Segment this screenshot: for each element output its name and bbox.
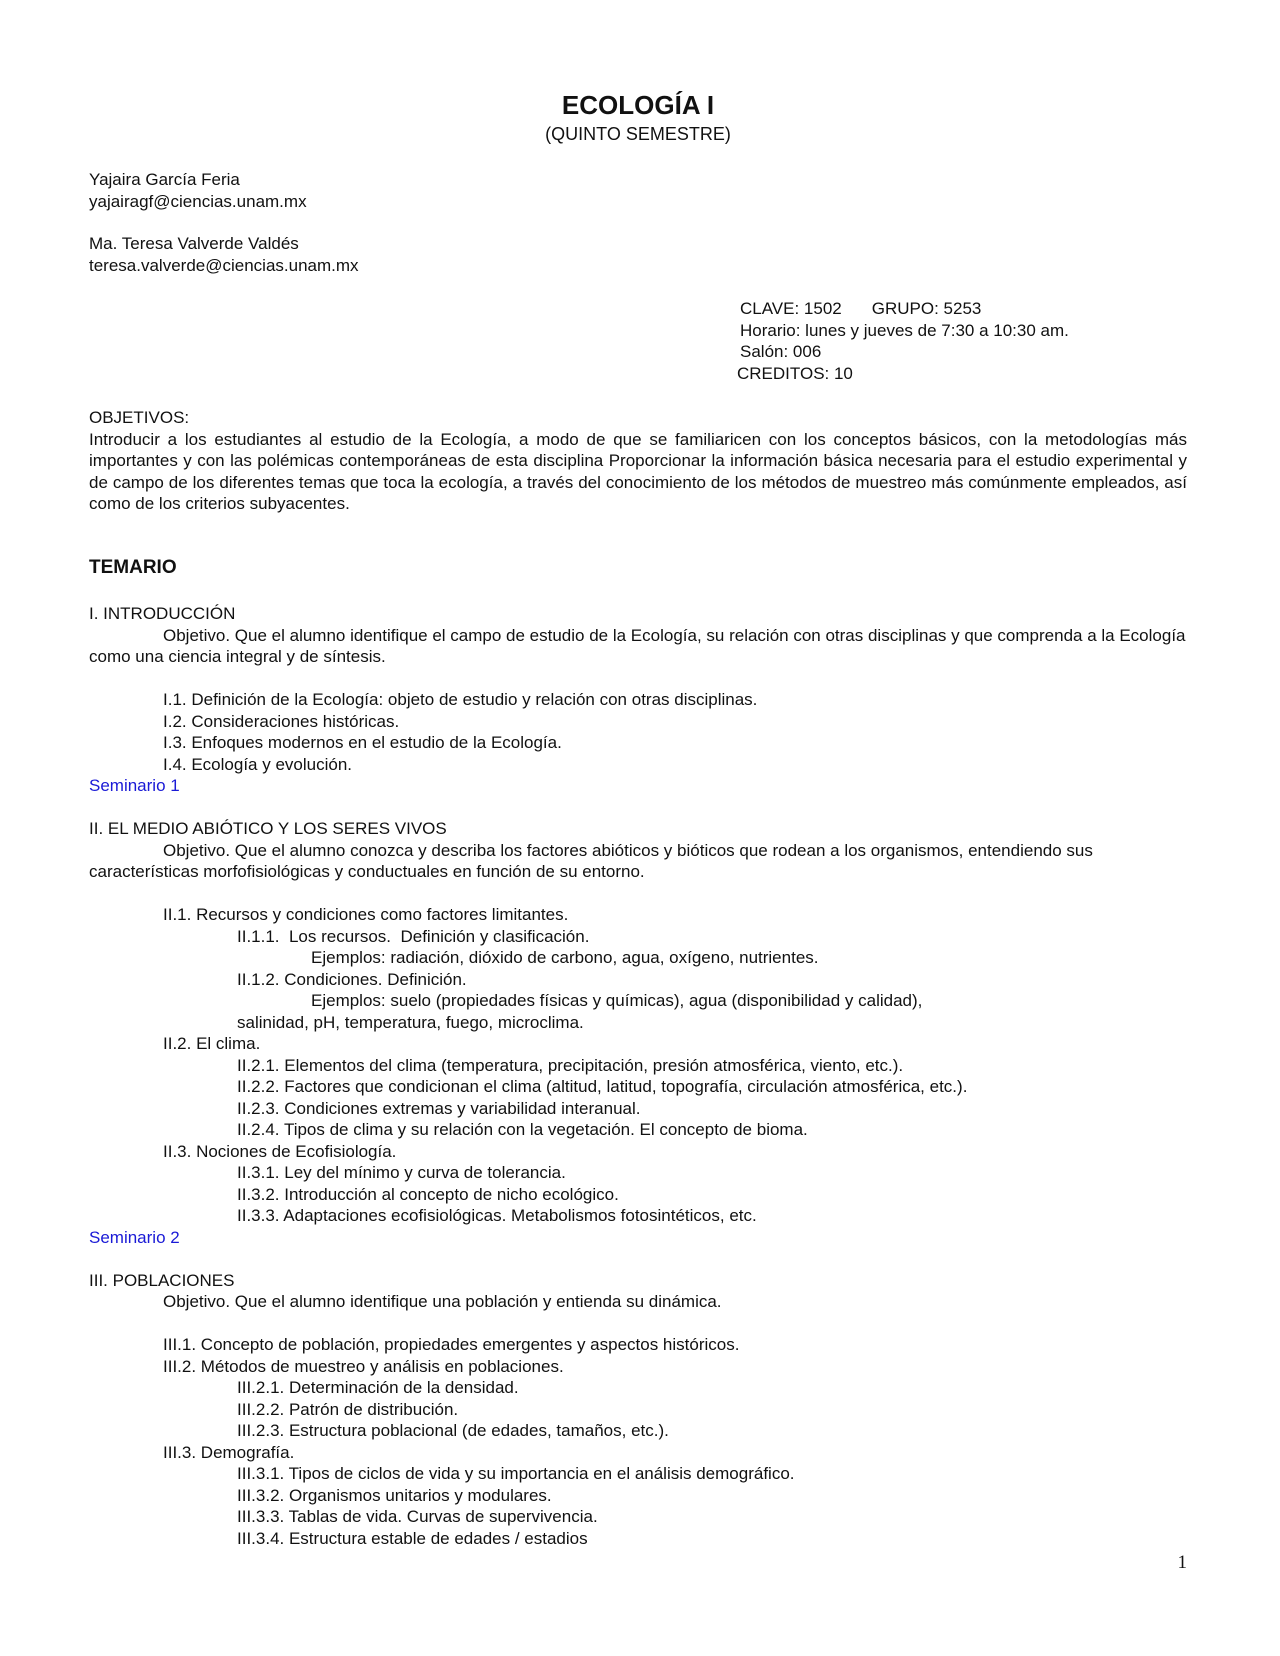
- unit-heading: II. EL MEDIO ABIÓTICO Y LOS SERES VIVOS: [89, 819, 447, 838]
- author-email: teresa.valverde@ciencias.unam.mx: [89, 255, 359, 275]
- document-subtitle: (QUINTO SEMESTRE): [545, 124, 731, 144]
- topic-item: I.1. Definición de la Ecología: objeto de estudio y relación con otras disciplinas.: [163, 690, 758, 709]
- subtopic-item: III.2.3. Estructura poblacional (de edades, tamaños, etc.).: [237, 1421, 669, 1440]
- unit-objective: Objetivo. Que el alumno identifique una población y entienda su dinámica.: [163, 1292, 722, 1311]
- subtopic-item: II.1.1. Los recursos. Definición y clasificación.: [237, 926, 590, 946]
- subtopic-item: III.3.2. Organismos unitarios y modulares.: [237, 1485, 552, 1505]
- course-clave: CLAVE: 1502: [740, 299, 842, 318]
- topic-item: I.2. Consideraciones históricas.: [163, 711, 400, 731]
- unit-heading: I. INTRODUCCIÓN: [89, 604, 236, 623]
- topic-item: I.3. Enfoques modernos en el estudio de la Ecología.: [163, 733, 562, 752]
- syllabus: [89, 603, 1187, 1571]
- course-grupo: GRUPO: 5253: [871, 299, 982, 318]
- author-1: [89, 169, 359, 212]
- authors-block: [89, 169, 359, 297]
- author-name: Yajaira García Feria: [89, 170, 240, 189]
- objectives-label: OBJETIVOS:: [89, 408, 190, 427]
- subtopic-item: III.3.1. Tipos de ciclos de vida y su importancia en el análisis demográfico.: [237, 1464, 795, 1483]
- topic-item: II.1. Recursos y condiciones como factores limitantes.: [163, 905, 569, 924]
- document-title: ECOLOGÍA I: [561, 90, 715, 120]
- topic-item: III.3. Demografía.: [163, 1442, 295, 1462]
- course-salon: Salón: 006: [740, 342, 822, 361]
- subtopic-item: III.2.2. Patrón de distribución.: [237, 1399, 459, 1419]
- topic-item: III.1. Concepto de población, propiedades emergentes y aspectos históricos.: [163, 1335, 740, 1354]
- unit-1: [89, 603, 1187, 797]
- topic-item: II.3. Nociones de Ecofisiología.: [163, 1141, 397, 1161]
- temario-heading: TEMARIO: [89, 557, 177, 578]
- subtopic-item: III.3.4. Estructura estable de edades / estadios: [237, 1528, 588, 1548]
- subtopic-item: II.3.3. Adaptaciones ecofisiológicas. Metabolismos fotosintéticos, etc.: [237, 1206, 757, 1225]
- subtopic-item: III.2.1. Determinación de la densidad.: [237, 1378, 519, 1397]
- course-horario: Horario: lunes y jueves de 7:30 a 10:30 am.: [740, 320, 1069, 340]
- seminar-label: Seminario 2: [89, 1227, 180, 1247]
- unit-3: [89, 1270, 1187, 1550]
- topic-item: III.2. Métodos de muestreo y análisis en poblaciones.: [163, 1356, 564, 1376]
- topic-item: II.2. El clima.: [163, 1034, 261, 1053]
- objectives-text: Introducir a los estudiantes al estudio de la Ecología, a modo de que se familiaricen con los conceptos básicos, con la metodologías más importantes y con las polémicas contemporáneas de esta disciplina Proporcionar la información básica necesaria para el estudio experimental y de campo de los diferentes temas que toca la ecología, a través del conocimiento de los métodos de muestreo más comúnmente empleados, así como de los criterios subyacentes.: [89, 429, 1187, 513]
- clave-grupo-line: [740, 298, 1069, 320]
- subtopic-item: II.2.1. Elementos del clima (temperatura, precipitación, presión atmosférica, viento, etc.).: [237, 1055, 904, 1075]
- author-2: [89, 233, 359, 276]
- author-email: yajairagf@ciencias.unam.mx: [89, 191, 307, 211]
- seminar-label: Seminario 1: [89, 776, 180, 795]
- subtopic-item: II.2.2. Factores que condicionan el clima (altitud, latitud, topografía, circulación atmosférica, etc.).: [237, 1077, 968, 1096]
- unit-heading: III. POBLACIONES: [89, 1270, 235, 1290]
- objectives-section: [89, 407, 1187, 515]
- course-info: [737, 298, 1069, 384]
- author-name: Ma. Teresa Valverde Valdés: [89, 234, 299, 253]
- unit-objective: Objetivo. Que el alumno identifique el campo de estudio de la Ecología, su relación con otras disciplinas y que comprenda a la Ecología como una ciencia integral y de síntesis.: [89, 625, 1186, 666]
- subtopic-item: II.2.3. Condiciones extremas y variabilidad interanual.: [237, 1098, 641, 1118]
- example-item: Ejemplos: radiación, dióxido de carbono, agua, oxígeno, nutrientes.: [311, 948, 819, 967]
- subtopic-item: II.3.1. Ley del mínimo y curva de tolerancia.: [237, 1163, 566, 1182]
- course-creditos: CREDITOS: 10: [737, 363, 853, 383]
- example-item: Ejemplos: suelo (propiedades físicas y químicas), agua (disponibilidad y calidad), salinidad, pH, temperatura, fuego, microclima.: [237, 991, 923, 1032]
- subtopic-item: II.1.2. Condiciones. Definición.: [237, 969, 467, 989]
- page-number: 1: [1177, 1552, 1187, 1573]
- subtopic-item: III.3.3. Tablas de vida. Curvas de supervivencia.: [237, 1507, 598, 1526]
- unit-objective: Objetivo. Que el alumno conozca y describa los factores abióticos y bióticos que rodean a los organismos, entendiendo sus características morfofisiológicas y conductuales en función de su entorno.: [89, 840, 1093, 881]
- topic-item: I.4. Ecología y evolución.: [163, 754, 353, 774]
- unit-2: [89, 818, 1187, 1248]
- subtopic-item: II.3.2. Introducción al concepto de nicho ecológico.: [237, 1184, 619, 1204]
- subtopic-item: II.2.4. Tipos de clima y su relación con la vegetación. El concepto de bioma.: [237, 1120, 808, 1139]
